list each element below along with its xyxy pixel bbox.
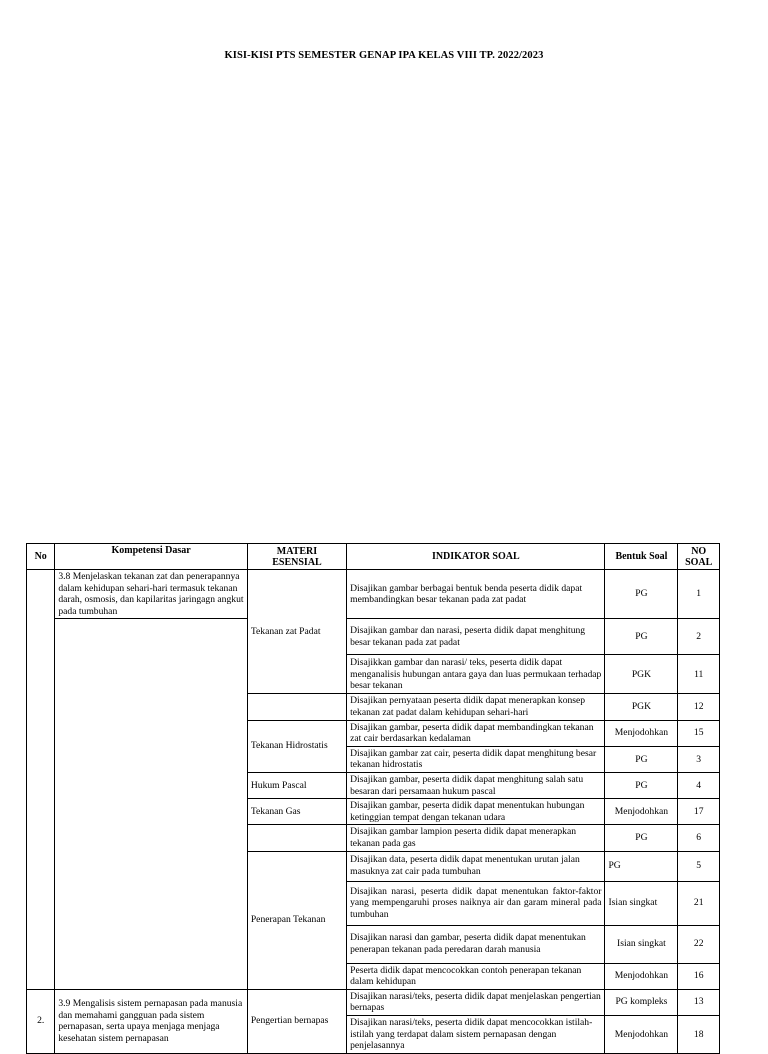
bentuk-soal-cell: PG <box>605 851 678 881</box>
materi-tekanan-zat-padat: Tekanan zat Padat <box>247 570 346 694</box>
table-row <box>27 570 720 619</box>
no-soal-cell: 15 <box>678 720 720 746</box>
no-soal-cell: 13 <box>678 989 720 1015</box>
header-materi-esensial: MATERI ESENSIAL <box>247 544 346 570</box>
no-soal-cell: 12 <box>678 694 720 720</box>
indikator-cell: Disajikan gambar, peserta didik dapat membandingkan tekanan zat cair berdasarkan kedalaman <box>347 720 605 746</box>
no-soal-cell: 6 <box>678 825 720 851</box>
kd-3-8-cell: 3.8 Menjelaskan tekanan zat dan penerapannya dalam kehidupan sehari-hari termasuk tekanan darah, osmosis, dan kapilaritas jaringagn angkut pada tumbuhan <box>55 570 247 619</box>
indikator-cell: Disajikan pernyataan peserta didik dapat menerapkan konsep tekanan zat padat dalam kehidupan sehari-hari <box>347 694 605 720</box>
indikator-cell: Peserta didik dapat mencocokkan contoh penerapan tekanan dalam kehidupan <box>347 963 605 989</box>
materi-hukum-pascal: Hukum Pascal <box>247 772 346 798</box>
indikator-cell: Disajikan gambar dan narasi, peserta didik dapat menghitung besar tekanan pada zat padat <box>347 619 605 655</box>
materi-tekanan-gas: Tekanan Gas <box>247 799 346 825</box>
no-soal-cell: 2 <box>678 619 720 655</box>
bentuk-soal-cell: PG <box>605 619 678 655</box>
document-title: KISI-KISI PTS SEMESTER GENAP IPA KELAS VIII TP. 2022/2023 <box>224 50 544 61</box>
table-row <box>27 619 720 655</box>
no-soal-cell: 1 <box>678 570 720 619</box>
no-soal-cell: 11 <box>678 655 720 694</box>
bentuk-soal-cell: PG <box>605 570 678 619</box>
kd-empty-cell <box>55 619 247 989</box>
no-soal-cell: 3 <box>678 746 720 772</box>
bentuk-soal-cell: PG <box>605 825 678 851</box>
no-soal-cell: 18 <box>678 1015 720 1053</box>
indikator-cell: Disajikan narasi/teks, peserta didik dapat menjelaskan pengertian bernapas <box>347 989 605 1015</box>
materi-empty-cell <box>247 825 346 851</box>
indikator-cell: Disajikkan gambar dan narasi/ teks, peserta didik dapat menganalisis hubungan antara gaya dan luas permukaan terhadap besar tekanan <box>347 655 605 694</box>
bentuk-soal-cell: PG <box>605 772 678 798</box>
table-header-row <box>27 544 720 570</box>
row-number-cell-1 <box>27 570 55 990</box>
indikator-cell: Disajikan gambar zat cair, peserta didik dapat menghitung besar tekanan hidrostatis <box>347 746 605 772</box>
no-soal-cell: 22 <box>678 925 720 963</box>
header-no: No <box>27 544 55 570</box>
materi-tekanan-hidrostatis: Tekanan Hidrostatis <box>247 720 346 772</box>
materi-pengertian-bernapas: Pengertian bernapas <box>247 989 346 1053</box>
bentuk-soal-cell: Isian singkat <box>605 881 678 925</box>
kisi-kisi-table <box>26 543 720 1054</box>
indikator-cell: Disajikan gambar, peserta didik dapat menentukan hubungan ketinggian tempat dengan tekanan udara <box>347 799 605 825</box>
bentuk-soal-cell: PG <box>605 746 678 772</box>
bentuk-soal-cell: PGK <box>605 694 678 720</box>
kd-3-9-cell: 3.9 Mengalisis sistem pernapasan pada manusia dan memahami gangguan pada sistem pernapasan, serta upaya menjaga menjaga kesehatan sistem pernapasan <box>55 989 247 1053</box>
header-bentuk-soal: Bentuk Soal <box>605 544 678 570</box>
no-soal-cell: 21 <box>678 881 720 925</box>
no-soal-cell: 16 <box>678 963 720 989</box>
no-soal-cell: 17 <box>678 799 720 825</box>
materi-penerapan-tekanan: Penerapan Tekanan <box>247 851 346 989</box>
materi-empty-cell <box>247 694 346 720</box>
no-soal-cell: 4 <box>678 772 720 798</box>
indikator-cell: Disajikan gambar berbagai bentuk benda peserta didik dapat membandingkan besar tekanan pada zat padat <box>347 570 605 619</box>
header-no-soal: NO SOAL <box>678 544 720 570</box>
indikator-cell: Disajikan narasi/teks, peserta didik dapat mencocokkan istilah-istilah yang terdapat dalam sistem pernapasan dengan penjelasannya <box>347 1015 605 1053</box>
indikator-cell: Disajikan data, peserta didik dapat menentukan urutan jalan masuknya zat cair pada tumbuhan <box>347 851 605 881</box>
bentuk-soal-cell: Menjodohkan <box>605 963 678 989</box>
bentuk-soal-cell: PGK <box>605 655 678 694</box>
no-soal-cell: 5 <box>678 851 720 881</box>
header-indikator-soal: INDIKATOR SOAL <box>347 544 605 570</box>
bentuk-soal-cell: Menjodohkan <box>605 1015 678 1053</box>
indikator-cell: Disajikan gambar, peserta didik dapat menghitung salah satu besaran dari persamaan hukum pascal <box>347 772 605 798</box>
bentuk-soal-cell: Menjodohkan <box>605 720 678 746</box>
bentuk-soal-cell: Isian singkat <box>605 925 678 963</box>
indikator-cell: Disajikan narasi, peserta didik dapat menentukan faktor-faktor yang mempengaruhi proses naiknya air dan garam mineral pada tumbuhan <box>347 881 605 925</box>
table-row <box>27 989 720 1015</box>
row-number-2: 2. <box>27 989 55 1053</box>
indikator-cell: Disajikan gambar lampion peserta didik dapat menerapkan tekanan pada gas <box>347 825 605 851</box>
header-kompetensi-dasar: Kompetensi Dasar <box>55 544 247 570</box>
indikator-cell: Disajikan narasi dan gambar, peserta didik dapat menentukan penerapan tekanan pada peredaran darah manusia <box>347 925 605 963</box>
bentuk-soal-cell: Menjodohkan <box>605 799 678 825</box>
bentuk-soal-cell: PG kompleks <box>605 989 678 1015</box>
